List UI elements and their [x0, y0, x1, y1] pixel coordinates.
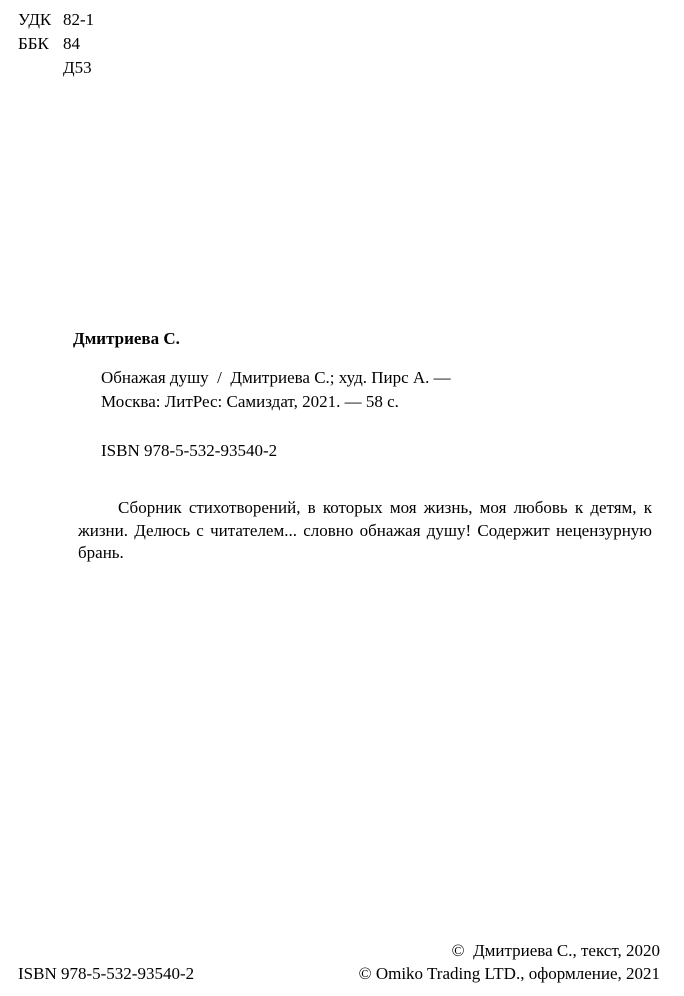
bbk-label: ББК [18, 34, 49, 53]
bbk-value: 84 [63, 34, 80, 53]
udk-label: УДК [18, 10, 52, 29]
footer-isbn: ISBN 978-5-532-93540-2 [18, 964, 195, 983]
author-heading: Дмитриева С. [73, 329, 180, 348]
annotation: Сборник стихотворений, в которых моя жизнь, моя любовь к детям, к жизни. Делюсь с читателем... словно обнажая душу! Содержит нецензурную брань. [78, 498, 652, 562]
author-mark-value: Д53 [63, 58, 92, 77]
isbn: ISBN 978-5-532-93540-2 [101, 441, 278, 460]
bibliographic-publisher-line: Москва: ЛитРес: Самиздат, 2021. — 58 с. [101, 392, 399, 411]
udk-value: 82-1 [63, 10, 95, 29]
bibliographic-title-line: Обнажая душу / Дмитриева С.; худ. Пирс А. — [101, 368, 451, 387]
copyright-design: © Omiko Trading LTD., оформление, 2021 [358, 964, 660, 983]
copyright-text: © Дмитриева С., текст, 2020 [451, 941, 660, 960]
